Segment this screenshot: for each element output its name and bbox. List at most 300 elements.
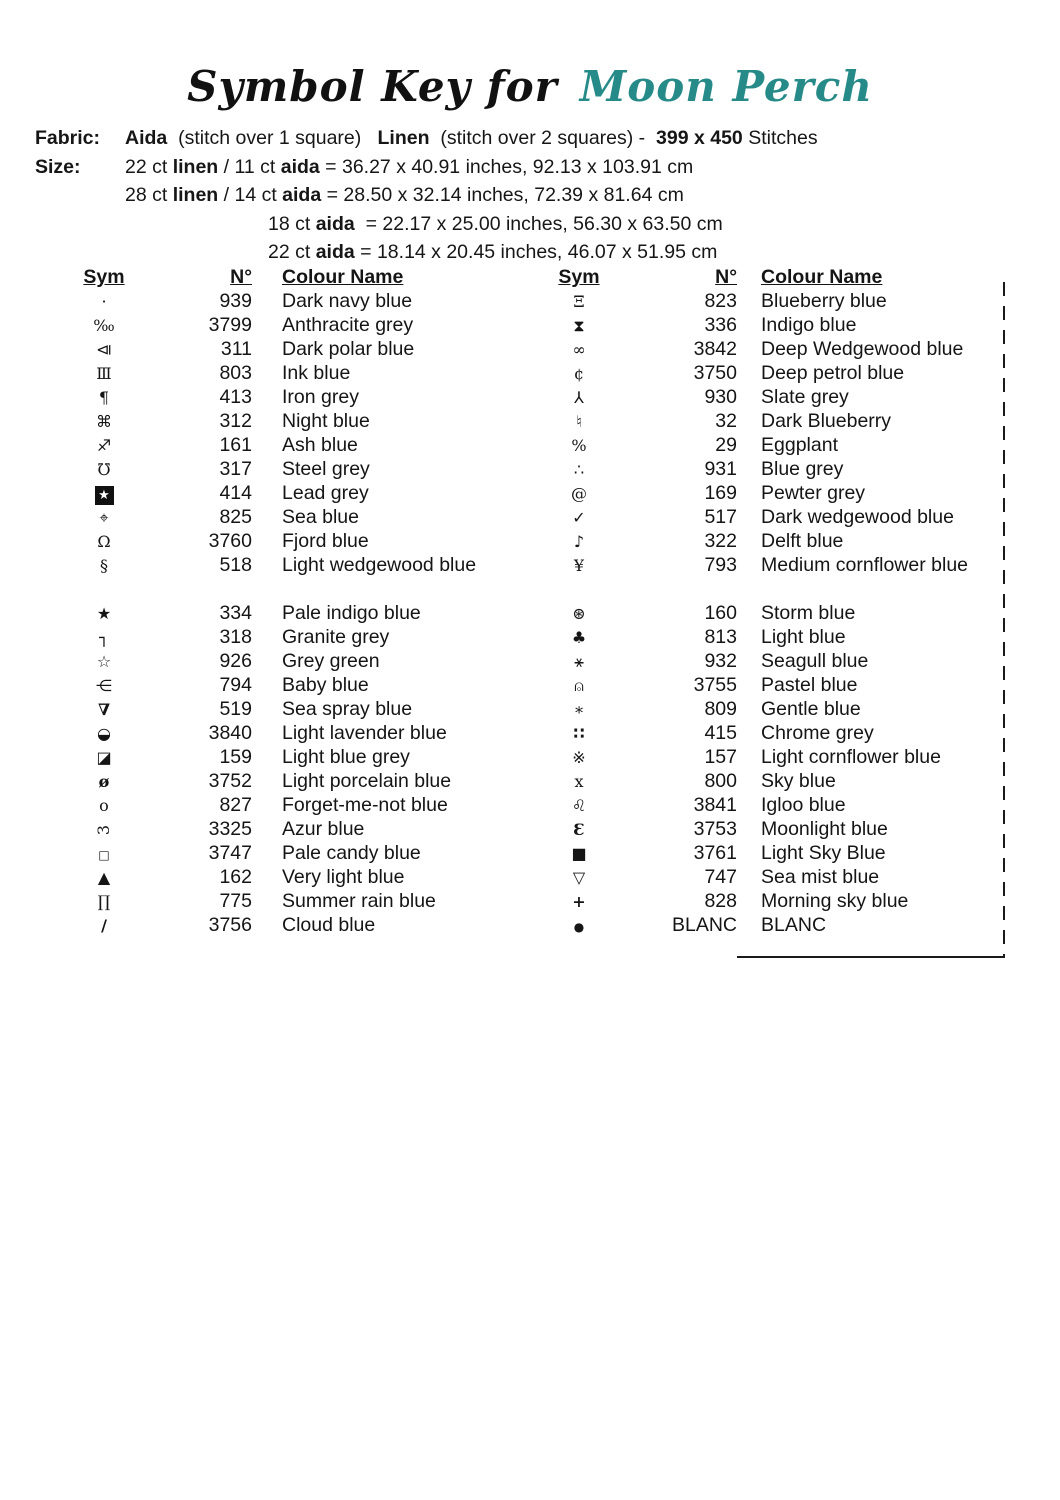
natural-sign-icon: ♮ [576,412,582,431]
fabric-label: Fabric: [35,127,101,149]
cent-icon: ¢ [573,364,585,383]
table-row [80,601,558,625]
table-left-group-1 [80,289,558,577]
table-row [555,841,1007,865]
colour-name-cell: Azur blue [282,818,365,840]
colour-name-cell: Forget-me-not blue [282,794,448,816]
fabric-size-info [35,124,818,267]
symbol-cell [80,649,128,673]
number-cell: 809 [704,698,737,720]
table-row [555,457,1007,481]
table-row [555,793,1007,817]
hourglass-black-icon: ⧗ [573,316,585,335]
symbol-table-left [80,266,558,937]
number-cell: 932 [704,650,737,672]
size-details-1 [125,153,693,182]
omega-icon: Ω [97,532,111,551]
number-cell: 803 [219,362,252,384]
table-row [555,913,1007,937]
symbol-cell [80,721,128,745]
colour-name-cell: Dark polar blue [282,338,415,360]
table-row [555,361,1007,385]
table-row [555,745,1007,769]
number-cell: 3756 [208,914,252,936]
text-segment: Linen [377,127,430,149]
colour-name-cell: Seagull blue [761,650,869,672]
number-cell: 3752 [208,770,252,792]
corner-down-left-icon: ┐ [99,628,109,647]
number-cell: 334 [219,602,252,624]
colour-name-cell: Steel grey [282,458,370,480]
number-cell: 800 [704,770,737,792]
table-left-group-2 [80,601,558,937]
size-label: Size: [35,155,81,178]
table-row [555,817,1007,841]
at-sign-icon: @ [571,484,587,503]
check-mark-icon: ✓ [572,508,586,527]
per-mille-icon: ‰ [93,316,115,335]
symbol-cell [555,409,603,433]
number-cell: 161 [219,434,252,456]
club-icon: ♣ [571,628,587,647]
table-row [555,673,1007,697]
colour-name-cell: Sea spray blue [282,698,413,720]
colour-name-cell: Igloo blue [761,794,846,816]
symbol-cell [80,313,128,337]
number-cell: 3747 [208,842,252,864]
number-cell: 3750 [693,362,737,384]
number-cell: 322 [704,530,737,552]
table-right-group-1 [555,289,1007,577]
symbol-cell [555,649,603,673]
symbol-cell [555,697,603,721]
number-cell: 169 [704,482,737,504]
number-cell: 939 [219,290,252,312]
table-row [80,793,558,817]
linked-circles-icon: % [571,436,587,455]
colour-name-cell: Grey green [282,650,380,672]
symbol-cell [555,433,603,457]
number-cell: 312 [219,410,252,432]
colour-name-cell: Chrome grey [761,722,874,744]
symbol-cell [80,481,128,505]
symbol-cell [555,553,603,577]
asterisk-icon: ∗ [573,700,585,719]
table-right-group-2 [555,601,1007,937]
table-row [555,529,1007,553]
text-segment: = 18.14 x 20.45 inches, 46.07 x 51.95 cm [354,241,718,263]
number-cell: 3842 [693,338,737,360]
text-segment: aida [282,184,322,206]
text-segment: linen [172,155,219,178]
text-segment: = 28.50 x 32.14 inches, 72.39 x 81.64 cm [321,184,684,206]
eighth-note-icon: ♪ [573,532,585,551]
size-line-3 [268,210,818,239]
symbol-cell [80,913,128,937]
number-cell: 794 [219,674,252,696]
number-cell: 926 [219,650,252,672]
number-cell: 930 [704,386,737,408]
size-line-2 [125,181,818,210]
colour-name-cell: Medium cornflower blue [761,554,969,576]
circle-lower-half-black-icon: ◒ [97,724,111,743]
letter-o-icon: o [99,796,109,815]
table-row [555,505,1007,529]
symbol-cell [80,889,128,913]
text-segment: aida [280,155,320,178]
colour-name-cell: Dark Blueberry [761,410,892,432]
colour-name-header: Colour Name [761,266,883,288]
symbol-cell [80,865,128,889]
table-row [80,361,558,385]
symbol-table-right [555,266,1007,937]
text-segment: (stitch over 2 squares) - [429,127,657,149]
number-cell: 519 [219,698,252,720]
colour-name-cell: Summer rain blue [282,890,436,912]
table-row [80,913,558,937]
table-row [555,337,1007,361]
colour-name-cell: Night blue [282,410,370,432]
symbol-cell [555,529,603,553]
key-right-border [1003,282,1005,958]
table-row [80,673,558,697]
linked-loops-icon: ♌ [571,796,587,815]
number-header: N° [715,266,737,288]
symbol-cell [80,697,128,721]
colour-name-cell: Dark wedgewood blue [761,506,954,528]
colour-name-cell: Pewter grey [761,482,866,504]
symbol-cell [80,625,128,649]
number-cell: 336 [704,314,737,336]
symbol-cell [555,601,603,625]
symbol-cell [80,529,128,553]
colour-name-cell: Deep Wedgewood blue [761,338,964,360]
text-segment: / 14 ct [218,184,283,206]
colour-name-cell: Light porcelain blue [282,770,452,792]
colour-name-cell: Moonlight blue [761,818,888,840]
table-row [80,337,558,361]
size-line-4 [268,238,818,267]
letter-x-icon: x [574,772,584,791]
table-row [555,385,1007,409]
size-details-4 [268,238,717,267]
number-cell: 517 [704,506,737,528]
size-line-1 [35,153,818,182]
text-segment: aida [315,241,355,263]
number-cell: 825 [219,506,252,528]
text-segment: 22 ct [268,241,316,263]
symbol-cell [555,385,603,409]
colour-name-cell: Lead grey [282,482,369,504]
rotated-three-icon: 3 [94,824,113,836]
text-segment: 22 ct [125,155,173,178]
xi-spool-icon: Ξ [573,292,585,311]
symbol-cell [555,769,603,793]
crosshair-icon: ⌖ [99,508,109,527]
number-cell: 413 [219,386,252,408]
colour-name-cell: Iron grey [282,386,359,408]
table-row [80,769,558,793]
sextile-x-icon: ⚹ [574,652,584,671]
symbol-cell [555,817,603,841]
colour-name-cell: Light Sky Blue [761,842,886,864]
arrow-cross-icon: ♐ [96,436,112,455]
colour-name-cell: Cloud blue [282,914,376,936]
number-cell: 823 [704,290,737,312]
table-row [80,649,558,673]
four-dots-icon: ∷ [573,724,585,743]
pilcrow-icon: ¶ [98,388,110,407]
number-cell: 931 [704,458,737,480]
colour-name-header: Colour Name [282,266,404,288]
infinity-icon: ∞ [572,340,586,359]
title-pattern-name: Moon Perch [579,62,873,111]
symbol-cell [80,385,128,409]
fabric-line [35,124,818,153]
number-cell: 3761 [693,842,737,864]
horseshoe-icon: ℧ [97,460,111,479]
table-row [80,865,558,889]
symbol-cell [80,817,128,841]
colour-name-cell: Storm blue [761,602,856,624]
text-segment: 399 x 450 [656,127,743,149]
text-segment: (stitch over 1 square) [167,127,378,149]
plus-icon: + [572,892,586,911]
symbol-cell [80,553,128,577]
table-row [80,553,558,577]
colour-name-cell: Delft blue [761,530,844,552]
symbol-cell [555,673,603,697]
star-in-black-square-icon: ★ [95,486,114,505]
table-row [555,553,1007,577]
number-cell: 318 [219,626,252,648]
symbol-cell [80,337,128,361]
colour-name-cell: Gentle blue [761,698,861,720]
number-cell: 317 [219,458,252,480]
colour-name-cell: Light blue grey [282,746,410,768]
colour-name-cell: Ink blue [282,362,351,384]
symbol-cell [80,409,128,433]
colour-name-cell: Light blue [761,626,846,648]
colour-name-cell: Blue grey [761,458,844,480]
table-row [80,385,558,409]
symbol-cell [80,841,128,865]
white-triangle-down-icon: ▽ [572,868,586,887]
table-row [80,889,558,913]
text-segment: / 11 ct [218,155,281,178]
colour-name-cell: Sea blue [282,506,359,528]
colour-name-cell: Indigo blue [761,314,857,336]
colour-name-cell: Pastel blue [761,674,858,696]
symbol-cell [555,457,603,481]
number-cell: 793 [704,554,737,576]
table-row [555,625,1007,649]
table-row [80,289,558,313]
symbol-cell [80,289,128,313]
colour-name-cell: Dark navy blue [282,290,413,312]
symbol-cell [555,841,603,865]
table-row [80,841,558,865]
title-prefix: Symbol Key for [187,62,558,111]
colour-name-cell: Anthracite grey [282,314,414,336]
middle-dot-icon: · [101,292,107,311]
number-cell: 3755 [693,674,737,696]
text-segment: Aida [125,127,168,149]
symbol-cell [555,793,603,817]
symbol-cell [80,793,128,817]
black-star-icon: ★ [96,604,112,623]
number-cell: 775 [219,890,252,912]
turned-y-icon: ⅄ [574,388,584,407]
symbol-cell [555,289,603,313]
table-row [555,601,1007,625]
number-cell: 813 [704,626,737,648]
symbol-cell [555,625,603,649]
colour-name-cell: Very light blue [282,866,405,888]
text-segment: = 36.27 x 40.91 inches, 92.13 x 103.91 cm [319,155,694,178]
colour-name-cell: Granite grey [282,626,390,648]
colour-name-cell: Pale candy blue [282,842,421,864]
number-cell: 828 [704,890,737,912]
colour-name-cell: Light lavender blue [282,722,447,744]
table-row [555,481,1007,505]
number-cell: 3760 [208,530,252,552]
table-row [555,769,1007,793]
therefore-dots-icon: ∴ [573,460,585,479]
colour-name-cell: Sea mist blue [761,866,880,888]
symbol-cell [80,505,128,529]
x-with-dots-icon: ※ [572,748,586,767]
table-row [555,889,1007,913]
section-sign-icon: § [100,556,108,575]
symbol-cell [80,457,128,481]
black-triangle-up-icon: ▲ [97,868,111,887]
number-cell: 29 [715,434,737,456]
table-header [80,266,558,289]
number-cell: 3799 [208,314,252,336]
page-title [0,62,1060,111]
colour-name-cell: Morning sky blue [761,890,909,912]
slashed-bead-icon: ø [98,772,110,791]
table-row [80,481,558,505]
table-row [80,697,558,721]
size-details-3 [268,210,723,239]
number-cell: BLANC [671,914,737,936]
command-icon: ⌘ [96,412,112,431]
number-cell: 3753 [693,818,737,840]
nabla-icon: ∇ [97,700,111,719]
table-row [555,865,1007,889]
text-segment: Stitches [742,127,818,149]
number-cell: 415 [704,722,737,744]
colour-name-cell: Light cornflower blue [761,746,941,768]
symbol-cell [80,769,128,793]
table-row [80,721,558,745]
roman-three-icon: Ⅲ [96,364,112,383]
element-of-stroke-icon: ⋲ [96,676,112,695]
text-segment: linen [172,184,219,206]
text-segment: 18 ct [268,212,316,235]
number-cell: 157 [704,746,737,768]
number-cell: 3841 [693,794,737,816]
number-cell: 162 [219,866,252,888]
symbol-cell [555,721,603,745]
colour-name-cell: Eggplant [761,434,838,456]
size-details-2 [125,181,684,210]
black-square-icon: ■ [571,844,587,863]
number-cell: 747 [704,866,737,888]
symbol-cell [555,337,603,361]
number-cell: 3840 [208,722,252,744]
colour-name-cell: Deep petrol blue [761,362,905,384]
colour-name-cell: Blueberry blue [761,290,887,312]
sym-header: Sym [558,266,600,288]
symbol-cell [555,865,603,889]
number-header: N° [230,266,252,288]
table-row [80,529,558,553]
square-lower-right-black-icon: ◪ [96,748,112,767]
symbol-cell [555,913,603,937]
table-row [555,433,1007,457]
number-cell: 3325 [208,818,252,840]
colour-name-cell: Pale indigo blue [282,602,421,624]
colour-name-cell: Fjord blue [282,530,369,552]
symbol-cell [555,481,603,505]
number-cell: 159 [219,746,252,768]
symbol-cell [555,361,603,385]
product-pi-icon: ∏ [97,892,111,911]
arch-with-dot-icon: ⍝ [574,676,584,695]
table-row [80,625,558,649]
circled-star-icon: ⊛ [572,604,586,623]
yen-icon: ¥ [573,556,585,575]
number-cell: 827 [219,794,252,816]
sym-header: Sym [83,266,125,288]
small-white-square-icon: □ [98,848,110,862]
table-row [555,313,1007,337]
table-row [555,289,1007,313]
colour-name-cell: Light wedgewood blue [282,554,477,576]
number-cell: 32 [715,410,737,432]
symbol-cell [80,673,128,697]
symbol-cell [555,889,603,913]
number-cell: 160 [704,602,737,624]
slash-icon: / [101,916,107,935]
colour-name-cell: Slate grey [761,386,849,408]
table-row [80,433,558,457]
text-segment: = 22.17 x 25.00 inches, 56.30 x 63.50 cm [354,212,723,235]
table-row [80,457,558,481]
triangle-flag-icon: ⧏ [96,340,112,359]
table-row [80,409,558,433]
colour-name-cell: Baby blue [282,674,369,696]
table-row [80,745,558,769]
symbol-cell [555,505,603,529]
table-row [555,649,1007,673]
number-cell: 311 [220,338,252,360]
black-dot-icon: ● [573,920,585,934]
white-star-icon: ☆ [96,652,112,671]
number-cell: 414 [219,482,252,504]
table-row [80,505,558,529]
fabric-details [125,124,818,153]
table-row [80,817,558,841]
symbol-cell [80,361,128,385]
key-bottom-border [737,956,1005,958]
number-cell: 518 [219,554,252,576]
table-header [555,266,1007,289]
symbol-cell [80,601,128,625]
